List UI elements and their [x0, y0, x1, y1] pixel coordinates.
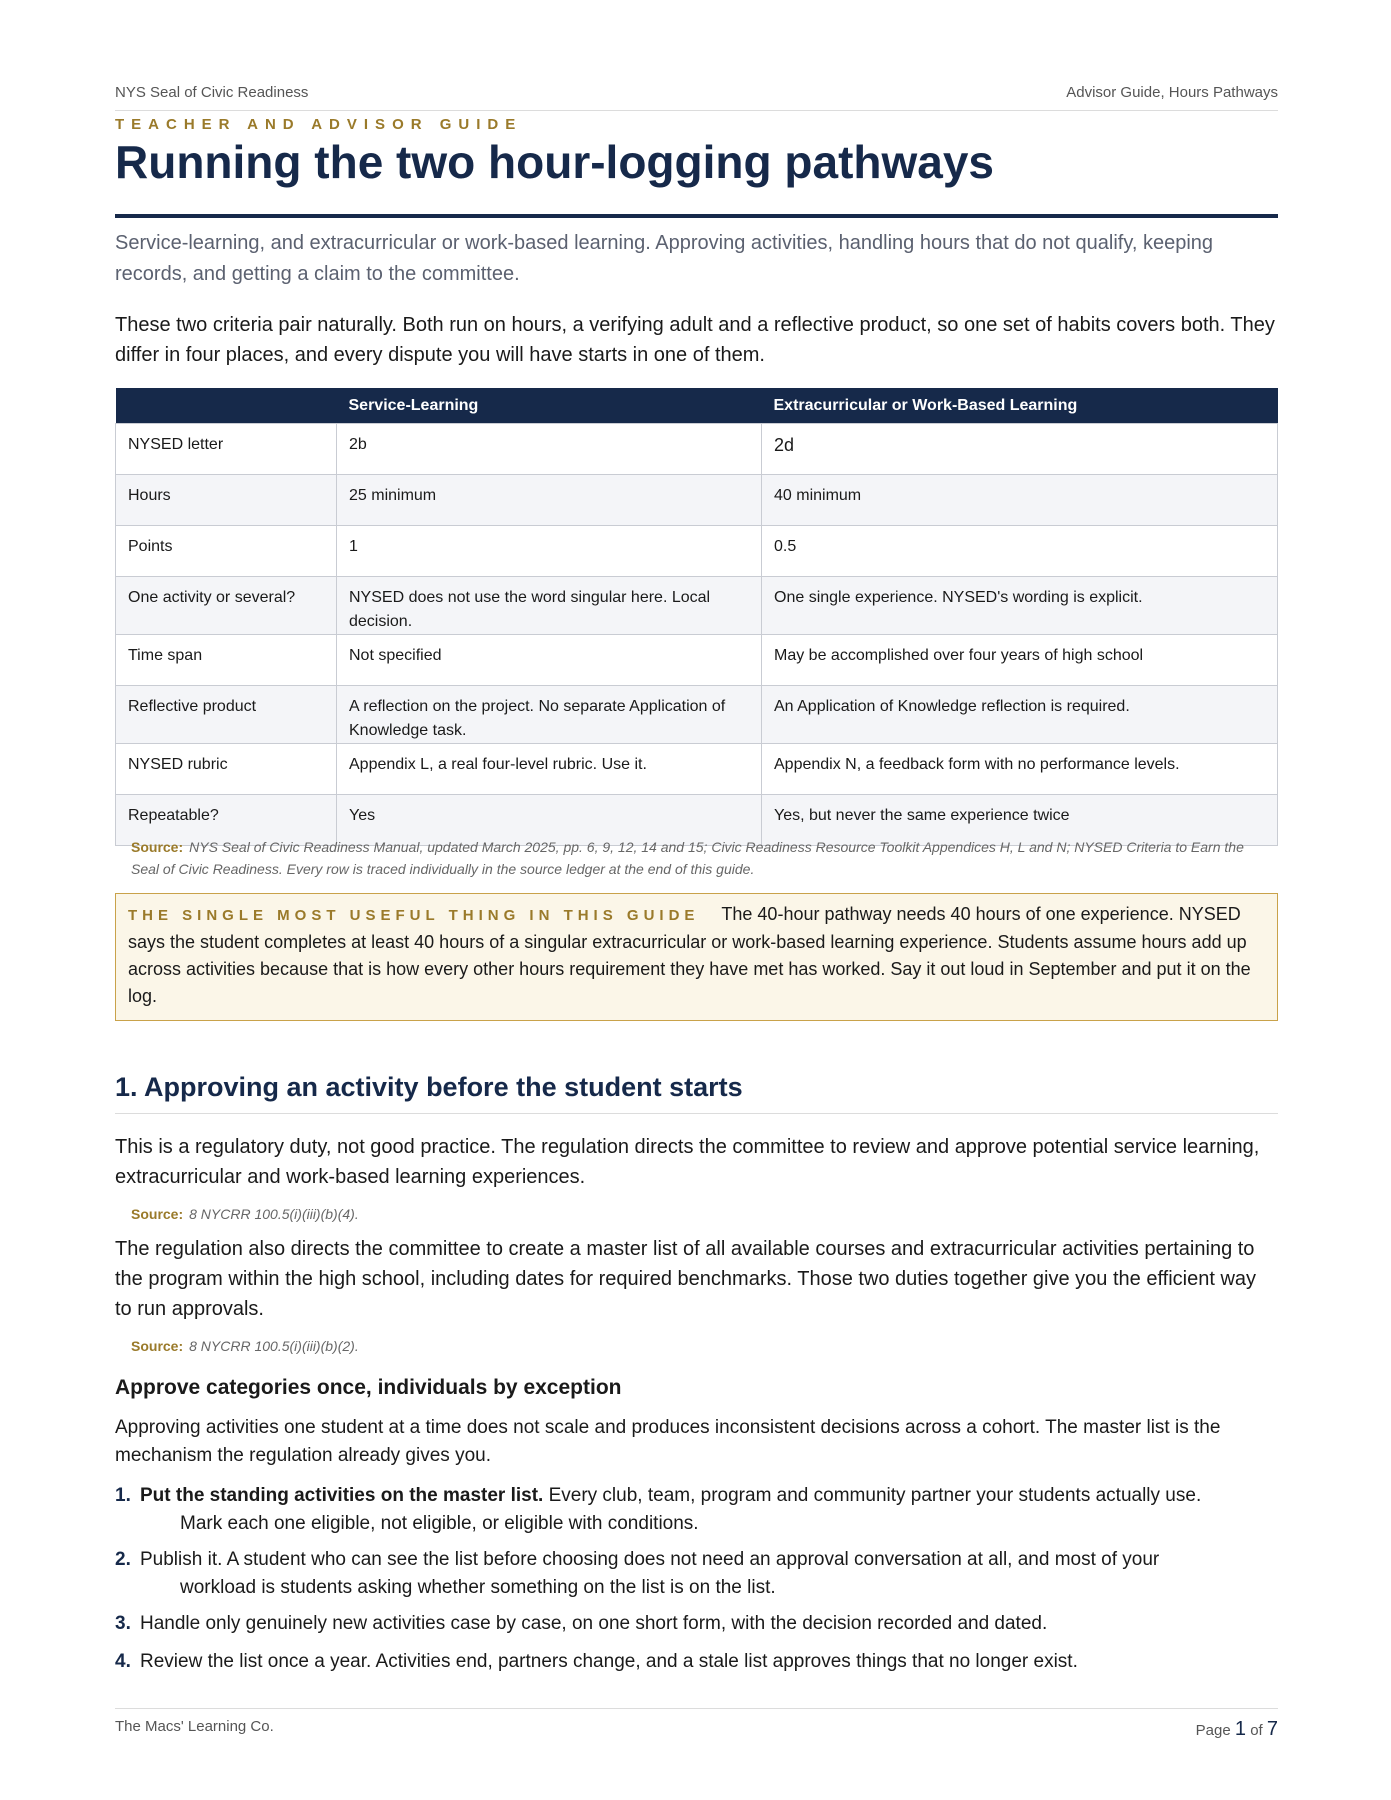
- table-cell: One single experience. NYSED's wording is explicit.: [762, 577, 1278, 635]
- table-cell: May be accomplished over four years of high school: [762, 635, 1278, 686]
- body-paragraph: The regulation also directs the committee to create a master list of all available courses and extracurricular activities pertaining to the program within the high school, including dates for required benchmarks. Those two duties together give you the efficient way to run approvals.: [115, 1238, 1257, 1320]
- table-cell: Hours: [116, 475, 337, 526]
- table-cell: Time span: [116, 635, 337, 686]
- list-item: [115, 1648, 1303, 1676]
- page-word: Page: [1195, 1722, 1231, 1739]
- table-cell: Repeatable?: [116, 795, 337, 846]
- table-cell: 25 minimum: [337, 475, 762, 526]
- table-cell: Yes, but never the same experience twice: [762, 795, 1278, 846]
- callout-text: The 40-hour pathway needs 40 hours of one experience. NYSED says the student completes at least 40 hours of a singular extracurricular or work-based learning experience. Students assume hours add up across activities because that is how every other hours requirement they have met has worked. Say it out loud in September and put it on the log.: [128, 904, 1251, 1006]
- table-cell: NYSED letter: [116, 424, 337, 475]
- source-text: NYS Seal of Civic Readiness Manual, updated March 2025, pp. 6, 9, 12, 14 and 15; Civic Readiness Resource Toolkit Appendices H, L and N; NYSED Criteria to Earn the Seal of Civic Readiness. Every row is traced individually in the source ledger at the end of this guide.: [131, 839, 1244, 877]
- running-header: [115, 84, 1278, 111]
- running-header-left: NYS Seal of Civic Readiness: [115, 84, 309, 101]
- source-text: 8 NYCRR 100.5(i)(iii)(b)(4).: [189, 1206, 359, 1222]
- table-cell: NYSED rubric: [116, 744, 337, 795]
- body-paragraph: Approving activities one student at a time does not scale and produces inconsistent decisions across a cohort. The master list is the mechanism the regulation already gives you.: [115, 1417, 1221, 1466]
- table-header-cell: Extracurricular or Work-Based Learning: [762, 388, 1278, 424]
- list-item-text: Mark each one eligible, not eligible, or eligible with conditions.: [180, 1513, 699, 1534]
- subsection-heading: Approve categories once, individuals by exception: [115, 1376, 622, 1399]
- footer-publisher: The Macs' Learning Co.: [115, 1718, 274, 1735]
- table-cell: Yes: [337, 795, 762, 846]
- list-item-text: Review the list once a year. Activities end, partners change, and a stale list approves things that no longer exist.: [140, 1651, 1078, 1672]
- source-text: 8 NYCRR 100.5(i)(iii)(b)(2).: [189, 1338, 359, 1354]
- list-number: 2.: [115, 1549, 131, 1570]
- page-subtitle: Service-learning, and extracurricular or work-based learning. Approving activities, handling hours that do not qualify, keeping records, and getting a claim to the committee.: [115, 232, 1214, 285]
- list-item-text: Handle only genuinely new activities case by case, on one short form, with the decision recorded and dated.: [140, 1613, 1048, 1634]
- table-row: [116, 686, 1278, 744]
- table-source-note: [131, 836, 1271, 880]
- source-label: Source:: [131, 1206, 184, 1222]
- callout-label: THE SINGLE MOST USEFUL THING IN THIS GUIDE: [128, 907, 700, 924]
- table-header-cell: [116, 388, 337, 424]
- table-header-row: [116, 388, 1278, 424]
- eyebrow-label: TEACHER AND ADVISOR GUIDE: [115, 116, 523, 133]
- list-item: [115, 1482, 1303, 1538]
- table-cell: One activity or several?: [116, 577, 337, 635]
- intro-paragraph: These two criteria pair naturally. Both run on hours, a verifying adult and a reflective product, so one set of habits covers both. They differ in four places, and every dispute you will have starts in one of them.: [115, 314, 1275, 366]
- table-cell: Reflective product: [116, 686, 337, 744]
- source-note: [131, 1206, 359, 1222]
- of-word: of: [1250, 1722, 1263, 1739]
- current-page: 1: [1234, 1718, 1247, 1740]
- table-row: [116, 744, 1278, 795]
- list-item-text: Every club, team, program and community partner your students actually use.: [543, 1485, 1202, 1506]
- list-item-text: Publish it. A student who can see the list before choosing does not need an approval conversation at all, and most of your: [140, 1549, 1160, 1570]
- table-cell: 2b: [337, 424, 762, 475]
- list-number: 4.: [115, 1651, 131, 1672]
- comparison-table: [115, 388, 1278, 846]
- table-cell: 0.5: [762, 526, 1278, 577]
- body-paragraph: This is a regulatory duty, not good practice. The regulation directs the committee to review and approve potential service learning, extracurricular and work-based learning experiences.: [115, 1136, 1260, 1188]
- list-number: 1.: [115, 1485, 131, 1506]
- table-cell: A reflection on the project. No separate Application of Knowledge task.: [337, 686, 762, 744]
- running-header-right: Advisor Guide, Hours Pathways: [1066, 84, 1278, 101]
- table-cell: Points: [116, 526, 337, 577]
- list-number: 3.: [115, 1613, 131, 1634]
- table-cell: Appendix L, a real four-level rubric. Use it.: [337, 744, 762, 795]
- table-row: [116, 424, 1278, 475]
- table-row: [116, 635, 1278, 686]
- table-header-cell: Service-Learning: [337, 388, 762, 424]
- table-cell: Not specified: [337, 635, 762, 686]
- list-item-text: workload is students asking whether something on the list is on the list.: [180, 1577, 776, 1598]
- table-cell: 40 minimum: [762, 475, 1278, 526]
- table-cell: NYSED does not use the word singular here. Local decision.: [337, 577, 762, 635]
- key-callout-box: [115, 893, 1278, 1021]
- table-cell: Appendix N, a feedback form with no performance levels.: [762, 744, 1278, 795]
- table-row: [116, 475, 1278, 526]
- list-item: [115, 1610, 1303, 1638]
- source-label: Source:: [131, 1338, 184, 1354]
- list-item: [115, 1546, 1303, 1602]
- table-cell: 1: [337, 526, 762, 577]
- total-pages: 7: [1266, 1718, 1278, 1740]
- source-label: Source:: [131, 839, 184, 855]
- page-number: [1196, 1718, 1278, 1741]
- section-heading: 1. Approving an activity before the student starts: [115, 1072, 1278, 1114]
- list-item-lead: Put the standing activities on the master list.: [140, 1485, 544, 1506]
- table-row: [116, 526, 1278, 577]
- page-footer: [115, 1708, 1278, 1741]
- table-row: [116, 577, 1278, 635]
- table-cell: 2d: [762, 424, 1278, 475]
- table-cell: An Application of Knowledge reflection is required.: [762, 686, 1278, 744]
- source-note: [131, 1338, 359, 1354]
- title-divider: [115, 214, 1278, 218]
- page-title: Running the two hour-logging pathways: [115, 136, 995, 188]
